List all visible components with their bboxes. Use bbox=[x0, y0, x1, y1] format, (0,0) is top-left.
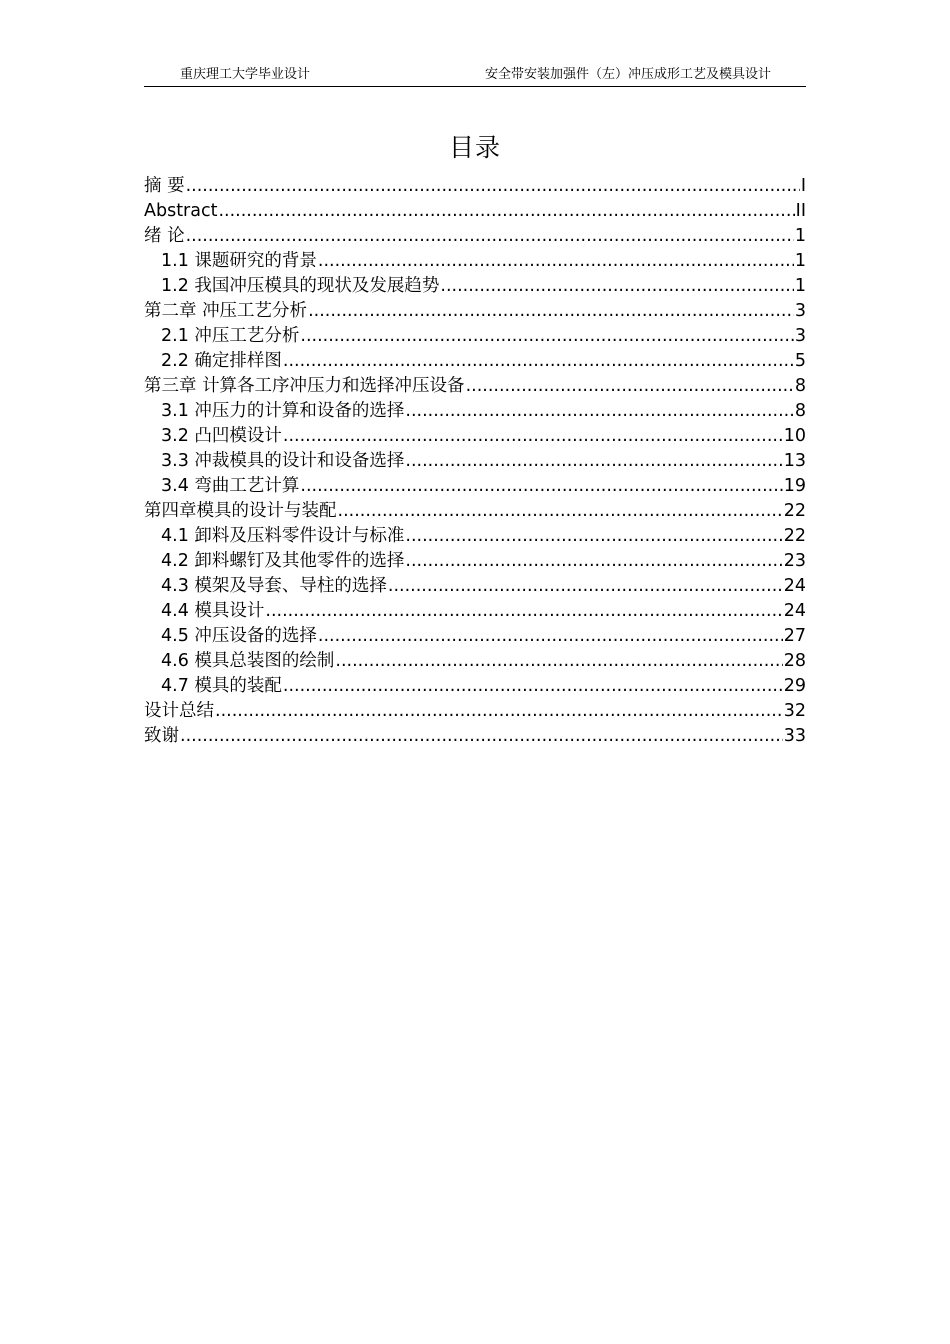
toc-entry-page-number: 33 bbox=[783, 726, 806, 746]
toc-dot-leader bbox=[318, 624, 783, 649]
toc-entry-label: 致谢 bbox=[144, 726, 179, 746]
toc-entry[interactable] bbox=[144, 474, 806, 499]
toc-entry-page-number: 13 bbox=[783, 451, 806, 471]
toc-entry-page-number: 1 bbox=[794, 276, 806, 296]
toc-entry-label: 第四章模具的设计与装配 bbox=[144, 501, 337, 521]
toc-entry-label: 3.1 冲压力的计算和设备的选择 bbox=[161, 401, 405, 421]
toc-dot-leader bbox=[308, 299, 794, 324]
toc-entry-label: 4.3 模架及导套、导柱的选择 bbox=[161, 576, 387, 596]
toc-entry-label: 1.2 我国冲压模具的现状及发展趋势 bbox=[161, 276, 440, 296]
toc-dot-leader bbox=[405, 399, 793, 424]
toc-entry[interactable] bbox=[144, 274, 806, 299]
toc-entry[interactable] bbox=[144, 199, 806, 224]
toc-entry-label: 1.1 课题研究的背景 bbox=[161, 251, 317, 271]
toc-dot-leader bbox=[388, 574, 783, 599]
toc-entry-label: 绪 论 bbox=[144, 226, 185, 246]
toc-entry-page-number: 8 bbox=[794, 376, 806, 396]
toc-entry[interactable] bbox=[144, 599, 806, 624]
toc-dot-leader bbox=[218, 199, 794, 224]
toc-entry-page-number: 24 bbox=[783, 601, 806, 621]
toc-dot-leader bbox=[283, 424, 783, 449]
toc-entry-page-number: 22 bbox=[783, 501, 806, 521]
toc-entry[interactable] bbox=[144, 724, 806, 749]
toc-dot-leader bbox=[265, 599, 782, 624]
toc-entry-label: Abstract bbox=[144, 201, 218, 221]
toc-entry[interactable] bbox=[144, 349, 806, 374]
toc-entry[interactable] bbox=[144, 649, 806, 674]
toc-entry-page-number: 8 bbox=[794, 401, 806, 421]
toc-entry-label: 3.2 凸凹模设计 bbox=[161, 426, 282, 446]
toc-dot-leader bbox=[186, 224, 794, 249]
toc-entry[interactable] bbox=[144, 424, 806, 449]
toc-dot-leader bbox=[318, 249, 794, 274]
toc-entry[interactable] bbox=[144, 524, 806, 549]
toc-title: 目录 bbox=[448, 133, 501, 162]
toc-entry-page-number: 22 bbox=[783, 526, 806, 546]
toc-entry-label: 4.4 模具设计 bbox=[161, 601, 265, 621]
toc-entry[interactable] bbox=[144, 699, 806, 724]
toc-dot-leader bbox=[405, 549, 782, 574]
toc-dot-leader bbox=[405, 449, 782, 474]
toc-dot-leader bbox=[440, 274, 793, 299]
toc-entry-page-number: 19 bbox=[783, 476, 806, 496]
toc-entry-label: 4.7 模具的装配 bbox=[161, 676, 282, 696]
toc-entry-label: 3.3 冲裁模具的设计和设备选择 bbox=[161, 451, 405, 471]
toc-entry[interactable] bbox=[144, 449, 806, 474]
header-divider bbox=[144, 86, 806, 87]
toc-entry-page-number: 32 bbox=[783, 701, 806, 721]
toc-entry[interactable] bbox=[144, 174, 806, 199]
toc-dot-leader bbox=[186, 174, 800, 199]
toc-dot-leader bbox=[405, 524, 782, 549]
toc-dot-leader bbox=[466, 374, 794, 399]
toc-entry[interactable] bbox=[144, 574, 806, 599]
toc-entry-page-number: 10 bbox=[783, 426, 806, 446]
toc-dot-leader bbox=[283, 674, 783, 699]
toc-entry[interactable] bbox=[144, 674, 806, 699]
toc-dot-leader bbox=[338, 499, 783, 524]
toc-entry-page-number: 1 bbox=[794, 226, 806, 246]
toc-entry-label: 第三章 计算各工序冲压力和选择冲压设备 bbox=[144, 376, 465, 396]
toc-entry-label: 4.6 模具总装图的绘制 bbox=[161, 651, 335, 671]
toc-dot-leader bbox=[300, 474, 782, 499]
toc-entry[interactable] bbox=[144, 324, 806, 349]
toc-entry-label: 4.5 冲压设备的选择 bbox=[161, 626, 317, 646]
toc-dot-leader bbox=[335, 649, 782, 674]
toc-entry-label: 第二章 冲压工艺分析 bbox=[144, 301, 308, 321]
toc-entry[interactable] bbox=[144, 399, 806, 424]
toc-entry-label: 摘 要 bbox=[144, 176, 185, 196]
toc-entry-label: 2.1 冲压工艺分析 bbox=[161, 326, 300, 346]
toc-entry[interactable] bbox=[144, 299, 806, 324]
toc-entry-page-number: 27 bbox=[783, 626, 806, 646]
page-header bbox=[144, 64, 806, 86]
header-university-title: 重庆理工大学毕业设计 bbox=[180, 67, 311, 82]
toc-entry-page-number: 5 bbox=[794, 351, 806, 371]
toc-dot-leader bbox=[300, 324, 793, 349]
table-of-contents bbox=[144, 174, 806, 749]
header-thesis-title: 安全带安装加强件（左）冲压成形工艺及模具设计 bbox=[484, 67, 771, 82]
toc-entry-page-number: 24 bbox=[783, 576, 806, 596]
toc-entry-page-number: I bbox=[800, 176, 806, 196]
toc-entry[interactable] bbox=[144, 624, 806, 649]
toc-dot-leader bbox=[180, 724, 783, 749]
toc-entry-label: 4.1 卸料及压料零件设计与标准 bbox=[161, 526, 405, 546]
toc-entry[interactable] bbox=[144, 249, 806, 274]
toc-entry[interactable] bbox=[144, 224, 806, 249]
toc-entry-label: 4.2 卸料螺钉及其他零件的选择 bbox=[161, 551, 405, 571]
toc-entry[interactable] bbox=[144, 374, 806, 399]
toc-dot-leader bbox=[283, 349, 794, 374]
toc-entry-page-number: 23 bbox=[783, 551, 806, 571]
toc-entry-page-number: 28 bbox=[783, 651, 806, 671]
toc-entry-label: 2.2 确定排样图 bbox=[161, 351, 282, 371]
toc-entry-page-number: 3 bbox=[794, 301, 806, 321]
toc-entry-page-number: II bbox=[795, 201, 806, 221]
toc-entry[interactable] bbox=[144, 549, 806, 574]
toc-entry[interactable] bbox=[144, 499, 806, 524]
toc-entry-page-number: 1 bbox=[794, 251, 806, 271]
toc-entry-page-number: 3 bbox=[794, 326, 806, 346]
toc-dot-leader bbox=[215, 699, 783, 724]
toc-entry-label: 设计总结 bbox=[144, 701, 214, 721]
toc-entry-label: 3.4 弯曲工艺计算 bbox=[161, 476, 300, 496]
toc-entry-page-number: 29 bbox=[783, 676, 806, 696]
